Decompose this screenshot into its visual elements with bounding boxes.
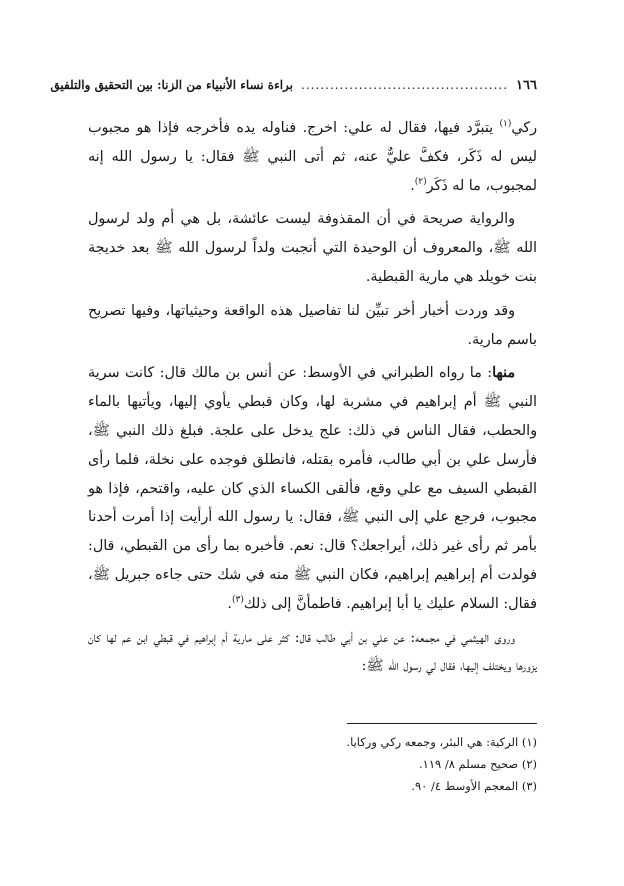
paragraph	[88, 297, 537, 355]
paragraph-text: .	[227, 595, 232, 612]
footnote-separator	[347, 723, 537, 724]
header-leader-dots: ...........................................	[301, 78, 509, 92]
page-number: ١٦٦	[516, 78, 537, 93]
paragraph-lead-word: منها	[492, 365, 515, 382]
footnote-ref: (٢)	[414, 176, 427, 187]
body-text	[88, 114, 537, 686]
paragraph	[88, 205, 537, 291]
paragraph	[88, 624, 537, 682]
footnote: (٣) المعجم الأوسط ٤/ ٩٠.	[411, 779, 537, 793]
footnotes	[88, 731, 537, 797]
footnote: (١) الركية: هي البئر، وجمعه ركي وركايا.	[346, 735, 537, 749]
footnote-ref: (٣)	[231, 594, 244, 605]
paragraph-text: وروى الهيثمي في مجمعه: عن علي بن أبي طالب قال: كثر على مارية أم إبراهيم في قبطي ابن عم لها كان يزورها ويختلف إليها، فقال لي رسول الله ﷺ:	[88, 629, 537, 675]
paragraph-text: : ما رواه الطبراني في الأوسط: عن أنس بن مالك قال: كانت سرية النبي ﷺ أم إبراهيم في مشربة لها، وكان قبطي يأوي إليها، ويأتيها بالماء والحطب، فقال الناس في ذلك: علج يدخل على علجة. فبلغ ذلك النبي ﷺ، فأرسل علي بن أبي طالب، فأمره بقتله، فانطلق فوجده على نخلة، فلما رأى القبطي السيف مع علي وقع، فألقى الكساء الذي كان عليه، واقتحم، فإذا هو مجبوب، فرجع علي إلى النبي ﷺ، فقال: يا رسول الله أرأيت إذا أمرت أحدنا بأمر ثم رأى غير ذلك، أيراجعك؟ قال: نعم. فأخبره بما رأى من القبطي، قال: فولدت أم إبراهيم إبراهيم، فكان النبي ﷺ منه في شك حتى جاءه جبريل ﷺ، فقال: السلام عليك يا أبا إبراهيم. فاطمأنَّ إلى ذلك	[88, 365, 537, 612]
footnote-ref: (١)	[499, 119, 512, 130]
paragraph-text: يتبرَّد فيها، فقال له علي: اخرج. فناوله يده فأخرجه فإذا هو مجبوب ليس له ذَكَر، فكفَّ عليٌّ عنه، ثم أتى النبي ﷺ فقال: يا رسول الله إنه لمجبوب، ما له ذَكَر	[88, 120, 537, 194]
book-title: براءة نساء الأنبياء من الزنا: بين التحقيق والتلفيق	[50, 78, 294, 92]
footnote: (٢) صحيح مسلم ٨/ ١١٩.	[418, 757, 537, 771]
paragraph-text: .	[410, 177, 415, 194]
paragraph-text: ركي	[511, 120, 537, 136]
paragraph	[88, 359, 537, 618]
paragraph-continuation	[88, 114, 537, 200]
running-header	[50, 78, 537, 98]
paragraph-text: والرواية صريحة في أن المقذوفة ليست عائشة، بل هي أم ولد لرسول الله ﷺ، والمعروف أن الوحيدة التي أنجبت ولداً لرسول الله ﷺ بعد خديجة بنت خويلد هي مارية القبطية.	[88, 211, 537, 285]
paragraph-text: وقد وردت أخبار أخر تبيِّن لنا تفاصيل هذه الواقعة وحيثياتها، وفيها تصريح باسم مارية.	[88, 302, 537, 348]
